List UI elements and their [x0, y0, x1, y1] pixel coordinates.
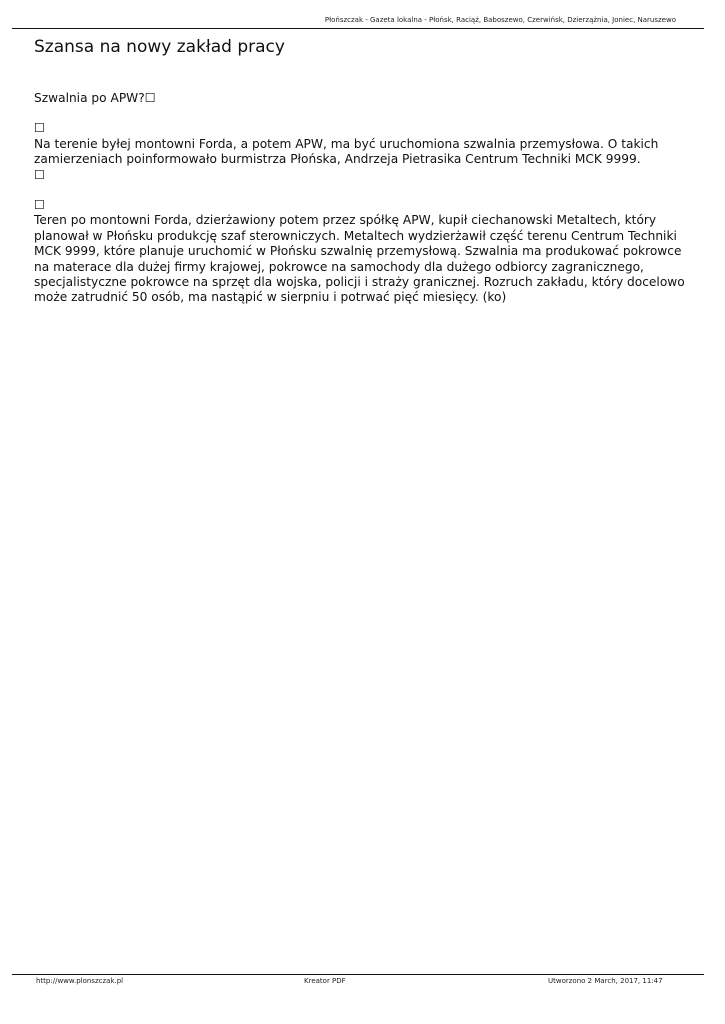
paragraph-1	[34, 121, 694, 183]
paragraph-2-text: Teren po montowni Forda, dzierżawiony potem przez spółkę APW, kupił ciechanowski Metaltech, który planował w Płońsku produkcję szaf sterowniczych. Metaltech wydzierżawił część terenu Centrum Techniki MCK 9999, które planuje uruchomić w Płońsku szwalnię przemysłową. Szwalnia ma produkować pokrowce na materace dla dużej firmy krajowej, pokrowce na samochody dla dużego odbiorcy zagranicznego, specjalistyczne pokrowce na sprzęt dla wojska, policji i straży granicznej. Rozruch zakładu, który docelowo może zatrudnić 50 osób, ma nastąpić w sierpniu i potrwać pięć miesięcy. (ko)	[34, 213, 685, 305]
page-header-text: Płońszczak - Gazeta lokalna - Płońsk, Raciąż, Baboszewo, Czerwińsk, Dzierzążnia, Joniec, Naruszewo	[324, 16, 676, 24]
placeholder-box-icon: ☐	[34, 198, 45, 213]
footer-generator: Kreator PDF	[304, 977, 346, 985]
header-divider	[12, 28, 704, 29]
placeholder-box-icon: ☐	[34, 121, 45, 136]
paragraph-2	[34, 198, 694, 306]
paragraph-1-text: Na terenie byłej montowni Forda, a potem APW, ma być uruchomiona szwalnia przemysłowa. O takich zamierzeniach poinformowało burmistrza Płońska, Andrzeja Pietrasika Centrum Techniki MCK 9999.	[34, 136, 659, 167]
footer-created-date: Utworzono 2 March, 2017, 11:47	[548, 977, 663, 985]
placeholder-box-icon: ☐	[144, 91, 156, 105]
article-title: Szansa na nowy zakład pracy	[34, 37, 285, 57]
subtitle-text: Szwalnia po APW?	[34, 91, 145, 105]
footer-divider	[12, 974, 704, 975]
placeholder-box-icon: ☐	[34, 167, 45, 182]
article-subtitle	[34, 91, 694, 106]
article-body	[34, 91, 694, 306]
footer-url: http://www.plonszczak.pl	[36, 977, 124, 985]
